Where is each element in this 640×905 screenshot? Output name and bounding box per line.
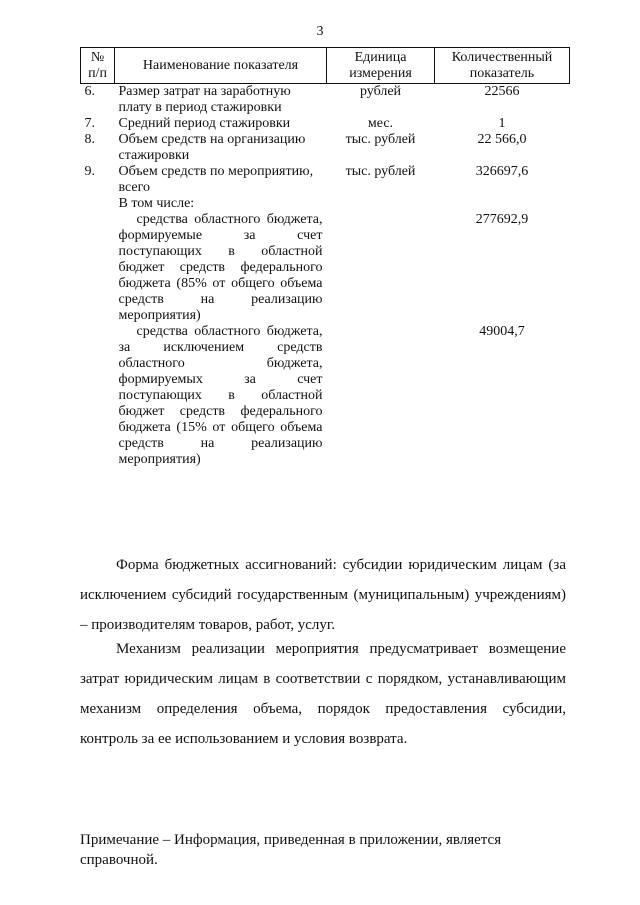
row-unit: мес. bbox=[367, 116, 394, 131]
row-num: 8. bbox=[84, 132, 95, 147]
table-header-row bbox=[81, 48, 570, 84]
row-qty: 22566 bbox=[484, 84, 520, 99]
subrow-name: средства областного бюджета, за исключением средств областного бюджета, формируемых за счет поступающих в областной бюджет средств федерального бюджета (15% от общего объема средств на реализацию мероприятия) bbox=[118, 324, 323, 467]
subrow-qty: 277692,9 bbox=[475, 212, 529, 227]
form-paragraph: Форма бюджетных ассигнований: субсидии юридическим лицам (за исключением субсидий государственным (муниципальным) учреждениям) – производителям товаров, работ, услуг. bbox=[80, 557, 566, 633]
header-name: Наименование показателя bbox=[115, 48, 327, 84]
row-name: Размер затрат на заработную плату в период стажировки bbox=[118, 84, 291, 115]
row-qty: 1 bbox=[498, 116, 506, 131]
row-qty: 22 566,0 bbox=[477, 132, 527, 147]
row-unit: тыс. рублей bbox=[345, 164, 416, 179]
row-name bbox=[115, 164, 327, 212]
subrow-name: средства областного бюджета, формируемые за счет поступающих в областной бюджет средств федерального бюджета (85% от общего объема средств на реализацию мероприятия) bbox=[118, 212, 323, 323]
table-row bbox=[81, 84, 570, 117]
row-num: 9. bbox=[84, 164, 95, 179]
row-unit: тыс. рублей bbox=[345, 132, 416, 147]
header-num: № п/п bbox=[81, 48, 115, 84]
table-row bbox=[81, 164, 570, 212]
table-subrow bbox=[81, 324, 570, 468]
row-num: 6. bbox=[84, 84, 95, 99]
header-qty: Количественный показатель bbox=[435, 48, 570, 84]
note: Примечание – Информация, приведенная в приложении, является справочной. bbox=[80, 832, 502, 868]
page-number: 3 bbox=[316, 24, 324, 39]
row-qty: 326697,6 bbox=[475, 164, 529, 179]
table-row bbox=[81, 116, 570, 132]
row-name-text: Объем средств по мероприятию, всего bbox=[118, 164, 314, 195]
mechanism-paragraph: Механизм реализации мероприятия предусматривает возмещение затрат юридическим лицам в соответствии с порядком, устанавливающим механизм определения объема, порядок предоставления субсидии, контроль за ее использованием и условия возврата. bbox=[80, 641, 566, 747]
table-subrow bbox=[81, 212, 570, 324]
table-row bbox=[81, 132, 570, 164]
row-name: Объем средств на организацию стажировки bbox=[118, 132, 306, 163]
indicators-table bbox=[80, 47, 570, 468]
subrow-qty: 49004,7 bbox=[479, 324, 525, 339]
header-unit: Единица измерения bbox=[327, 48, 435, 84]
row-name: Средний период стажировки bbox=[118, 116, 291, 131]
row-num: 7. bbox=[84, 116, 95, 131]
row-unit: рублей bbox=[359, 84, 402, 99]
including-label: В том числе: bbox=[118, 196, 195, 211]
